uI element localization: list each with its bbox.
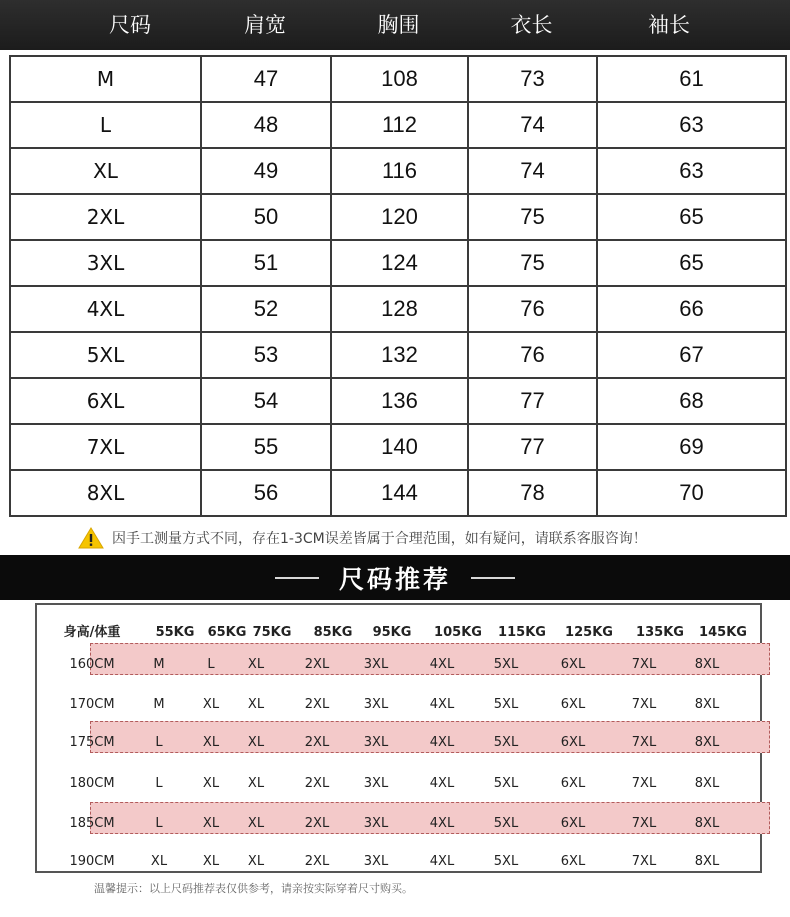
recommended-size: 2XL (304, 657, 330, 672)
recommend-title: 尺码推荐 (338, 564, 451, 594)
recommended-size: 6XL (560, 854, 586, 869)
recommended-size: M (153, 657, 165, 672)
size-cell: 4XL (10, 286, 201, 332)
recommended-size: 3XL (363, 697, 389, 712)
size-cell: 5XL (10, 332, 201, 378)
height-label: 170CM (69, 697, 115, 712)
measurement-notice (78, 526, 647, 550)
recommend-banner (0, 555, 790, 600)
header-sleeve: 袖长 (648, 13, 690, 37)
size-row (10, 470, 786, 516)
height-label: 160CM (69, 657, 115, 672)
weight-header: 125KG (565, 625, 613, 640)
measure-cell: 47 (201, 56, 331, 102)
size-cell: 6XL (10, 378, 201, 424)
measure-cell: 61 (597, 56, 786, 102)
recommended-size: 8XL (694, 816, 720, 831)
weight-header: 145KG (699, 625, 747, 640)
weight-header: 95KG (372, 625, 412, 640)
measure-cell: 63 (597, 148, 786, 194)
size-cell: XL (10, 148, 201, 194)
recommended-size: XL (150, 854, 168, 869)
size-cell: L (10, 102, 201, 148)
size-row (10, 148, 786, 194)
measure-cell: 56 (201, 470, 331, 516)
measure-cell: 75 (468, 194, 597, 240)
size-row (10, 240, 786, 286)
measure-cell: 49 (201, 148, 331, 194)
recommended-size: XL (202, 816, 220, 831)
header-length: 衣长 (510, 13, 553, 37)
measure-cell: 76 (468, 332, 597, 378)
size-row (10, 286, 786, 332)
measure-cell: 51 (201, 240, 331, 286)
measure-cell: 124 (331, 240, 468, 286)
recommended-size: 8XL (694, 776, 720, 791)
height-label: 175CM (69, 735, 115, 750)
measure-cell: 69 (597, 424, 786, 470)
recommended-size: 6XL (560, 697, 586, 712)
size-cell: M (10, 56, 201, 102)
recommended-size: XL (247, 776, 265, 791)
size-cell: 2XL (10, 194, 201, 240)
measure-cell: 132 (331, 332, 468, 378)
corner-label: 身高/体重 (63, 625, 121, 640)
recommended-size: 8XL (694, 657, 720, 672)
measure-cell: 77 (468, 378, 597, 424)
recommended-size: M (153, 697, 165, 712)
measure-cell: 144 (331, 470, 468, 516)
header-chest: 胸围 (377, 13, 420, 37)
measure-cell: 78 (468, 470, 597, 516)
header-shoulder: 肩宽 (244, 13, 286, 37)
measure-cell: 65 (597, 240, 786, 286)
measure-cell: 53 (201, 332, 331, 378)
measure-cell: 76 (468, 286, 597, 332)
recommended-size: XL (247, 697, 265, 712)
measure-cell: 65 (597, 194, 786, 240)
recommended-size: 5XL (493, 657, 519, 672)
recommended-size: 5XL (493, 697, 519, 712)
recommended-size: 7XL (631, 854, 657, 869)
measure-cell: 108 (331, 56, 468, 102)
recommended-size: 6XL (560, 735, 586, 750)
banner-right-line (471, 577, 515, 579)
weight-header: 75KG (252, 625, 292, 640)
banner-left-line (275, 577, 319, 579)
recommended-size: XL (202, 697, 220, 712)
recommended-size: 2XL (304, 697, 330, 712)
recommended-size: 3XL (363, 657, 389, 672)
weight-header: 55KG (155, 625, 195, 640)
measure-cell: 63 (597, 102, 786, 148)
recommended-size: 5XL (493, 816, 519, 831)
recommended-size: 3XL (363, 816, 389, 831)
recommended-size: 7XL (631, 816, 657, 831)
size-row (10, 56, 786, 102)
recommended-size: 2XL (304, 776, 330, 791)
recommended-size: XL (247, 735, 265, 750)
recommended-size: 6XL (560, 657, 586, 672)
recommended-size: L (207, 657, 215, 672)
weight-header: 85KG (313, 625, 353, 640)
height-label: 180CM (69, 776, 115, 791)
measure-cell: 52 (201, 286, 331, 332)
recommended-size: XL (202, 854, 220, 869)
recommend-grid (35, 603, 762, 873)
height-label: 185CM (69, 816, 115, 831)
recommended-size: L (155, 816, 163, 831)
recommended-size: 8XL (694, 854, 720, 869)
recommended-size: 7XL (631, 776, 657, 791)
recommended-size: 3XL (363, 776, 389, 791)
recommended-size: XL (247, 854, 265, 869)
weight-header: 65KG (207, 625, 247, 640)
recommended-size: 5XL (493, 735, 519, 750)
recommended-size: XL (247, 816, 265, 831)
recommended-size: 7XL (631, 697, 657, 712)
measure-cell: 55 (201, 424, 331, 470)
size-chart-header (0, 0, 790, 50)
recommended-size: 4XL (429, 854, 455, 869)
header-size: 尺码 (109, 13, 151, 37)
notice-text: 因手工测量方式不同，存在1-3CM误差皆属于合理范围，如有疑问，请联系客服咨询！ (112, 531, 647, 547)
recommended-size: 3XL (363, 854, 389, 869)
size-row (10, 102, 786, 148)
recommended-size: 8XL (694, 697, 720, 712)
recommended-size: 7XL (631, 735, 657, 750)
size-row (10, 332, 786, 378)
recommended-size: XL (202, 735, 220, 750)
recommended-size: 2XL (304, 854, 330, 869)
size-row (10, 194, 786, 240)
recommended-size: 8XL (694, 735, 720, 750)
measure-cell: 68 (597, 378, 786, 424)
measure-cell: 74 (468, 148, 597, 194)
size-row (10, 378, 786, 424)
footnote: 温馨提示：以上尺码推荐表仅供参考，请亲按实际穿着尺寸购买。 (94, 882, 413, 895)
measure-cell: 74 (468, 102, 597, 148)
measure-cell: 54 (201, 378, 331, 424)
measure-cell: 48 (201, 102, 331, 148)
measure-cell: 112 (331, 102, 468, 148)
recommended-size: 4XL (429, 735, 455, 750)
recommended-size: 4XL (429, 657, 455, 672)
size-row (10, 424, 786, 470)
size-cell: 3XL (10, 240, 201, 286)
recommended-size: XL (247, 657, 265, 672)
measure-cell: 67 (597, 332, 786, 378)
recommended-size: 4XL (429, 697, 455, 712)
measure-cell: 116 (331, 148, 468, 194)
size-cell: 7XL (10, 424, 201, 470)
measure-cell: 70 (597, 470, 786, 516)
recommended-size: L (155, 776, 163, 791)
recommended-size: 3XL (363, 735, 389, 750)
height-label: 190CM (69, 854, 115, 869)
weight-header: 115KG (498, 625, 546, 640)
measure-cell: 128 (331, 286, 468, 332)
recommended-size: 7XL (631, 657, 657, 672)
size-chart-table (9, 55, 787, 517)
measure-cell: 136 (331, 378, 468, 424)
recommended-size: 6XL (560, 776, 586, 791)
warning-icon (78, 527, 104, 549)
weight-header: 135KG (636, 625, 684, 640)
recommended-size: 5XL (493, 776, 519, 791)
recommended-size: 4XL (429, 776, 455, 791)
measure-cell: 66 (597, 286, 786, 332)
measure-cell: 140 (331, 424, 468, 470)
recommended-size: 2XL (304, 735, 330, 750)
measure-cell: 73 (468, 56, 597, 102)
measure-cell: 75 (468, 240, 597, 286)
measure-cell: 120 (331, 194, 468, 240)
recommended-size: 6XL (560, 816, 586, 831)
measure-cell: 50 (201, 194, 331, 240)
recommended-size: XL (202, 776, 220, 791)
weight-header: 105KG (434, 625, 482, 640)
recommended-size: 2XL (304, 816, 330, 831)
measure-cell: 77 (468, 424, 597, 470)
recommended-size: L (155, 735, 163, 750)
size-cell: 8XL (10, 470, 201, 516)
recommended-size: 4XL (429, 816, 455, 831)
recommended-size: 5XL (493, 854, 519, 869)
